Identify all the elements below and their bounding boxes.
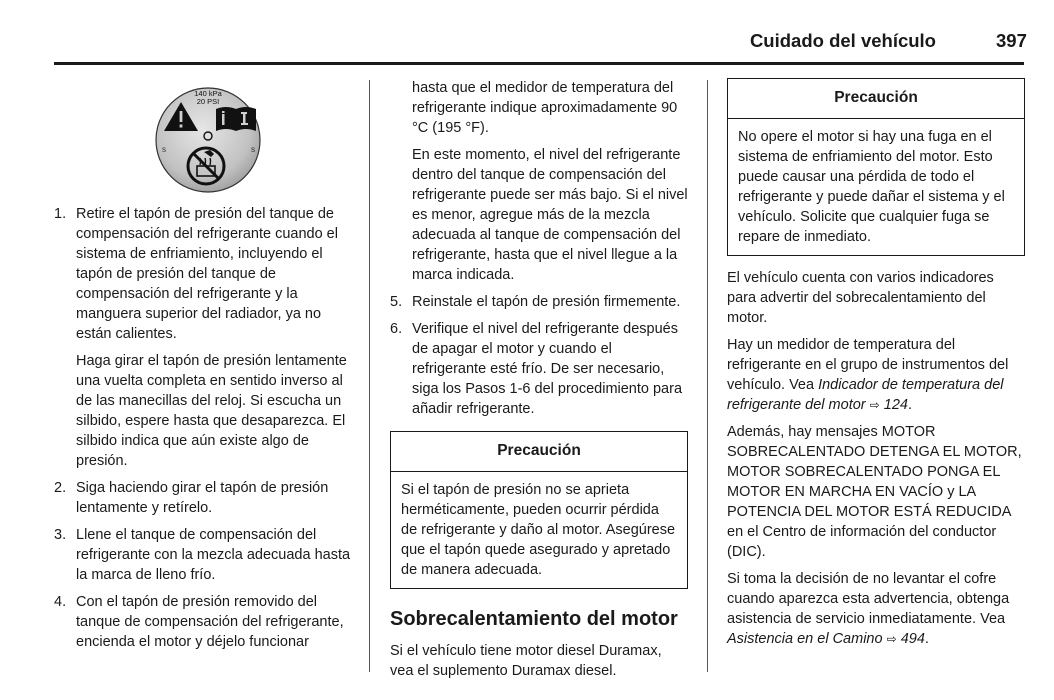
step-1 <box>54 204 352 471</box>
step-2-text: Siga haciendo girar el tapón de presión lentamente y retírelo. <box>76 480 329 516</box>
step-4 <box>54 592 352 652</box>
caution-body: Si el tapón de presión no se aprieta herméticamente, pueden ocurrir pérdida de refrigerante y daño al motor. Asegúrese que el tapón quede asegurado y apretado de manera adecuada. <box>401 482 676 578</box>
step-1-number: 1. <box>54 206 67 222</box>
step-4-text: Con el tapón de presión removido del tanque de compensación del refrigerante, encienda el motor y déjelo funcionar <box>76 594 344 650</box>
step-5 <box>390 292 688 312</box>
caution-title: Precaución <box>728 79 1024 119</box>
step-2 <box>54 478 352 518</box>
header-rule <box>54 62 1024 65</box>
paragraph-warning-indicators: El vehículo cuenta con varios indicadores para advertir del sobrecalentamiento del motor. <box>727 270 994 326</box>
caution-box-leak <box>727 78 1025 256</box>
cap-side-mark-right: S <box>251 148 256 154</box>
step-4-continuation: hasta que el medidor de temperatura del refrigerante indique aproximadamente 90 °C (195 °F). <box>412 80 678 136</box>
section-heading: Sobrecalentamiento del motor <box>390 608 678 630</box>
step-4-paragraph-2: En este momento, el nivel del refrigerante dentro del tanque de compensación del refrigerante puede ser más bajo. Si el nivel es menor, agregue más de la mezcla adecuada al tanque de compensación del refrigerante, hasta que el nivel llegue a la marca indicada. <box>412 147 688 283</box>
caution-title: Precaución <box>391 432 687 472</box>
pressure-cap-illustration <box>142 84 274 194</box>
column-divider-left <box>369 80 370 672</box>
left-column <box>54 204 352 659</box>
cap-pressure-psi: 20 PSI <box>196 97 220 106</box>
paragraph-roadside-assistance <box>727 569 1025 649</box>
cross-reference-arrow-icon: ⇨ <box>869 398 880 412</box>
cap-side-mark-left: S <box>162 148 167 154</box>
paragraph-temperature-gauge <box>727 335 1025 415</box>
section-text: Si el vehículo tiene motor diesel Duramax, vea el suplemento Duramax diesel. <box>390 643 662 679</box>
cross-reference-arrow-icon: ⇨ <box>886 632 897 646</box>
cross-reference-link[interactable]: Asistencia en el Camino <box>727 631 883 647</box>
running-header-title: Cuidado del vehículo <box>749 30 936 51</box>
cross-reference-link[interactable]: Indicador de temperatura del refrigerante del motor <box>727 377 1004 413</box>
step-3 <box>54 525 352 585</box>
step-3-number: 3. <box>54 527 67 543</box>
step-2-number: 2. <box>54 480 67 496</box>
step-6-number: 6. <box>390 321 403 337</box>
period: . <box>924 631 929 647</box>
column-divider-right <box>707 80 708 672</box>
step-3-text: Llene el tanque de compensación del refrigerante con la mezcla adecuada hasta la marca de lleno frío. <box>76 527 351 583</box>
caution-body: No opere el motor si hay una fuga en el sistema de enfriamiento del motor. Esto puede causar una pérdida de todo el refrigerante y puede dañar el sistema y el vehículo. Solicite que cualquier fuga se repare de inmediato. <box>738 129 1005 245</box>
step-4-continued <box>390 78 688 285</box>
paragraph-text: Si toma la decisión de no levantar el cofre cuando aparezca esta advertencia, obtenga asistencia de servicio inmediatamente. Vea <box>727 571 1010 627</box>
cross-reference-page[interactable]: 494 <box>900 631 925 647</box>
cap-pressure-kpa: 140 kPa <box>194 89 222 98</box>
step-6 <box>390 319 688 419</box>
step-4-number: 4. <box>54 594 67 610</box>
right-column <box>727 78 1025 656</box>
step-1-continuation: Haga girar el tapón de presión lentamente una vuelta completa en sentido inverso al de las manecillas del reloj. Si escucha un silbido, espere hasta que desaparezca. El silbido indica que aún existe algo de presión. <box>76 353 347 469</box>
caution-box-cap <box>390 431 688 589</box>
owner-manual-icon <box>216 107 256 131</box>
page-number: 397 <box>996 30 1027 51</box>
paragraph-dic-messages: Además, hay mensajes MOTOR SOBRECALENTADO DETENGA EL MOTOR, MOTOR SOBRECALENTADO PONGA EL MOTOR EN MARCHA EN VACÍO y LA POTENCIA DEL MOTOR ESTÁ REDUCIDA en el Centro de información del conductor (DIC). <box>727 424 1022 560</box>
step-5-text: Reinstale el tapón de presión firmemente. <box>412 294 681 310</box>
step-6-text: Verifique el nivel del refrigerante después de apagar el motor y cuando el refrigerante esté frío. De ser necesario, siga los Pasos 1-6 del procedimiento para añadir refrigerante. <box>412 321 683 417</box>
middle-column <box>390 78 688 688</box>
period: . <box>907 397 912 413</box>
paragraph-text: Hay un medidor de temperatura del refrigerante en el grupo de instrumentos del vehículo. Vea <box>727 337 1009 393</box>
step-1-text: Retire el tapón de presión del tanque de compensación del refrigerante cuando el sistema de enfriamiento, incluyendo el tapón de presión del tanque de compensación del refrigerante y la manguera superior del radiador, ya no están calientes. <box>76 206 338 342</box>
cross-reference-page[interactable]: 124 <box>883 397 908 413</box>
step-5-number: 5. <box>390 294 403 310</box>
